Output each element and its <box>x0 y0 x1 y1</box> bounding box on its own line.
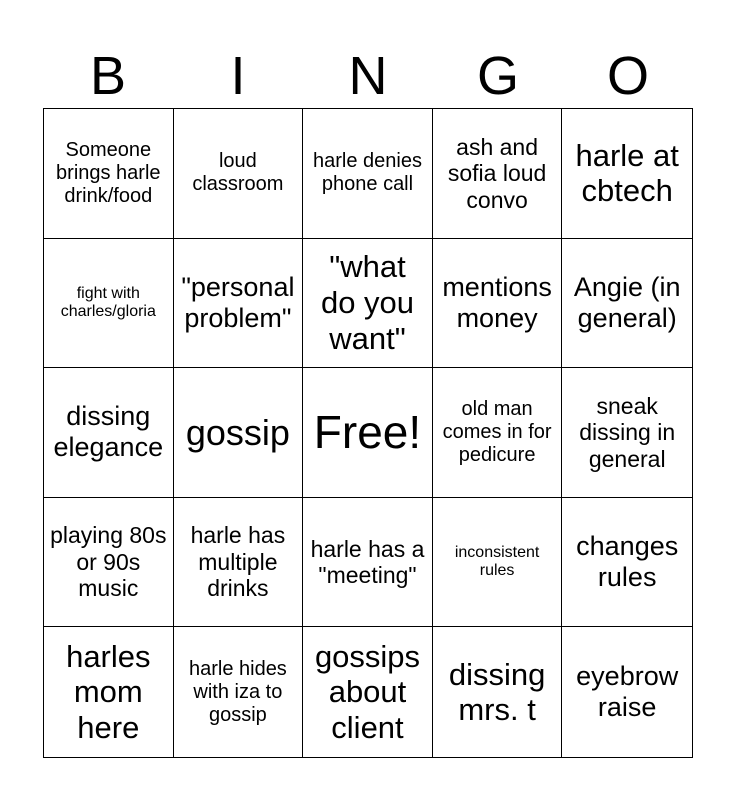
bingo-cell[interactable] <box>44 109 174 239</box>
cell-text: Angie (in general) <box>573 271 681 333</box>
bingo-cell[interactable] <box>303 109 433 239</box>
bingo-cell[interactable] <box>174 627 304 757</box>
cell-text: "what do you want" <box>320 249 415 356</box>
bingo-cell[interactable] <box>303 239 433 369</box>
bingo-cell[interactable] <box>174 368 304 498</box>
bingo-cell[interactable] <box>562 239 692 369</box>
cell-text: inconsistent rules <box>454 543 540 580</box>
cell-text: harle hides with iza to gossip <box>188 657 287 726</box>
bingo-cell[interactable] <box>562 368 692 498</box>
header-letter-i: I <box>230 46 246 106</box>
cell-text: fight with charles/gloria <box>60 284 156 320</box>
header-letter-o: O <box>606 46 649 106</box>
cell-text: dissing elegance <box>53 401 164 463</box>
cell-text: harle has multiple drinks <box>190 522 286 602</box>
cell-text: dissing mrs. t <box>448 656 546 728</box>
bingo-cell[interactable] <box>303 498 433 628</box>
cell-text: eyebrow raise <box>576 661 679 723</box>
bingo-cell[interactable] <box>174 498 304 628</box>
bingo-cell[interactable] <box>44 368 174 498</box>
bingo-cell[interactable] <box>562 498 692 628</box>
cell-text: loud classroom <box>192 150 284 196</box>
bingo-header <box>43 44 693 108</box>
bingo-cell[interactable] <box>433 368 563 498</box>
bingo-cell[interactable] <box>433 239 563 369</box>
header-letter-b: B <box>89 46 127 106</box>
bingo-cell[interactable] <box>44 627 174 757</box>
cell-text: gossip <box>185 411 290 453</box>
cell-text: harle has a "meeting" <box>310 535 425 589</box>
bingo-cell[interactable] <box>303 627 433 757</box>
cell-text: harle at cbtech <box>575 137 679 209</box>
cell-text: sneak dissing in general <box>579 392 676 472</box>
free-space-cell[interactable] <box>303 368 433 498</box>
bingo-cell[interactable] <box>174 109 304 239</box>
cell-text: Someone brings harle drink/food <box>56 138 161 207</box>
cell-text: changes rules <box>576 531 679 593</box>
bingo-cell[interactable] <box>433 627 563 757</box>
cell-text: gossips about client <box>314 638 421 746</box>
bingo-cell[interactable] <box>44 498 174 628</box>
bingo-cell[interactable] <box>562 109 692 239</box>
cell-text: mentions money <box>442 271 552 333</box>
bingo-board <box>43 108 693 758</box>
cell-text: playing 80s or 90s music <box>50 522 167 602</box>
bingo-cell[interactable] <box>433 109 563 239</box>
bingo-cell[interactable] <box>174 239 304 369</box>
cell-text: harles mom here <box>66 638 151 746</box>
bingo-cell[interactable] <box>433 498 563 628</box>
bingo-cell[interactable] <box>44 239 174 369</box>
cell-text: ash and sofia loud convo <box>447 133 547 213</box>
header-letter-n: N <box>348 46 388 106</box>
cell-text: old man comes in for pedicure <box>442 397 552 466</box>
cell-text: "personal problem" <box>181 271 295 333</box>
bingo-cell[interactable] <box>562 627 692 757</box>
cell-text: harle denies phone call <box>313 150 422 196</box>
free-space-text: Free! <box>313 406 422 459</box>
header-letter-g: G <box>476 46 519 106</box>
